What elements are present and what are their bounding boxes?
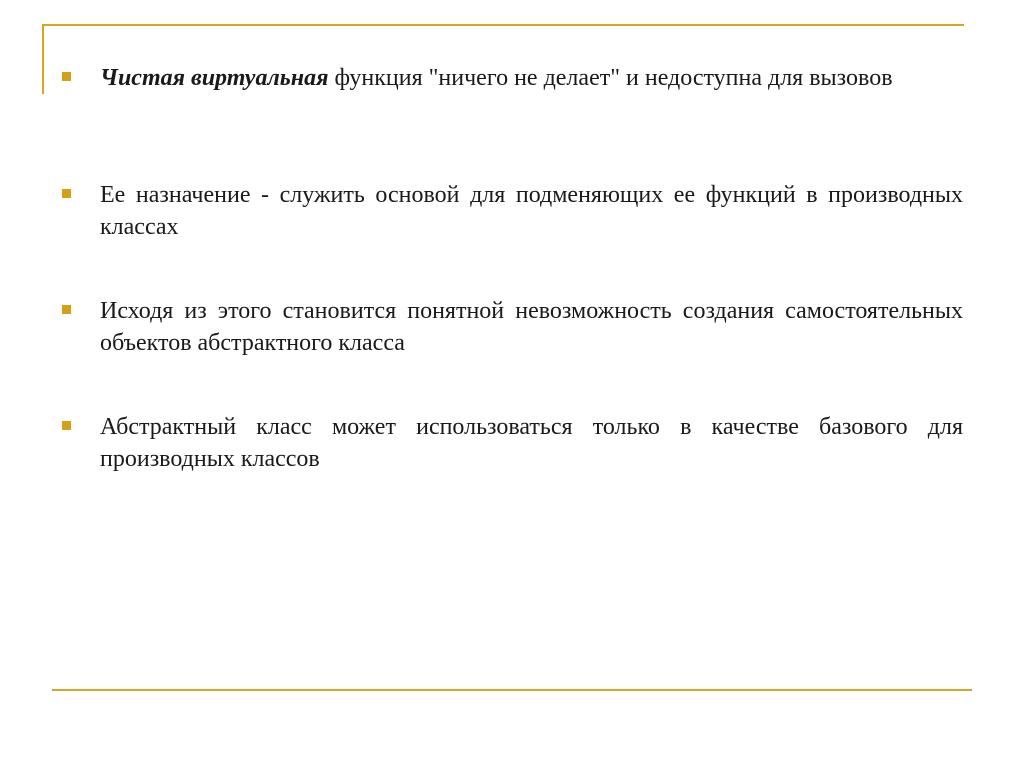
left-accent-line bbox=[42, 24, 44, 94]
bottom-accent-line bbox=[52, 689, 972, 691]
bullet-text bbox=[100, 179, 963, 243]
body-text: Исходя из этого становится понятной невозможность создания самостоятельных объектов абстрактного класса bbox=[100, 298, 963, 356]
body-text: функция "ничего не делает" и недоступна для вызовов bbox=[328, 65, 893, 91]
body-text: Абстрактный класс может использоваться только в качестве базового для производных классов bbox=[100, 414, 963, 472]
square-bullet-icon bbox=[62, 189, 71, 198]
square-bullet-icon bbox=[62, 72, 71, 81]
body-text: Ее назначение - служить основой для подменяющих ее функций в производных классах bbox=[100, 182, 963, 240]
bullet-text bbox=[100, 295, 963, 359]
square-bullet-icon bbox=[62, 421, 71, 430]
bullet-text bbox=[100, 62, 963, 94]
bullet-text bbox=[100, 411, 963, 475]
square-bullet-icon bbox=[62, 305, 71, 314]
top-accent-line bbox=[42, 24, 964, 26]
emphasis-text: Чистая виртуальная bbox=[100, 65, 329, 91]
